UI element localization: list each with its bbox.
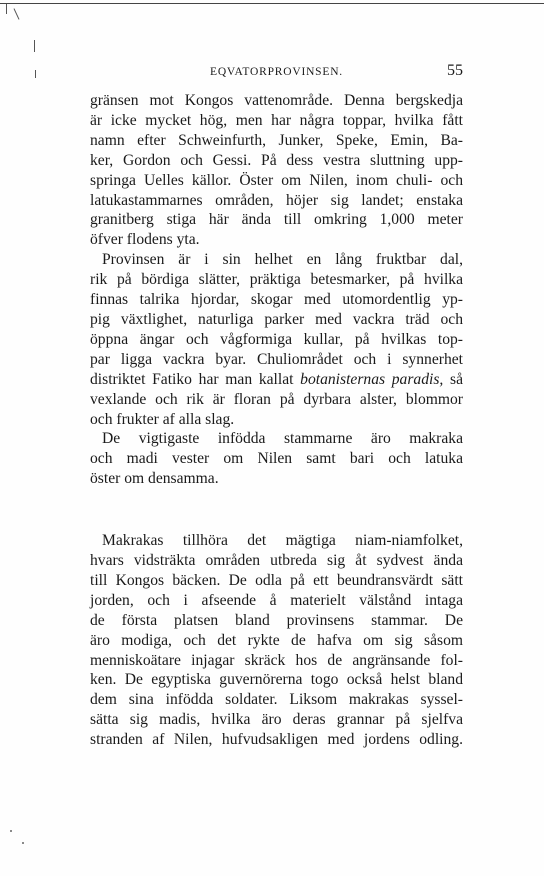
text-line: latukastammarnes områden, höjer sig landet; enstaka [90,191,463,209]
text-line: stranden af Nilen, hufvudsakligen med jordens odling. [90,731,463,749]
text-line: äro modiga, och det rykte de hafva om sig såsom [90,631,463,649]
scan-mark [6,4,7,14]
text-line: och frukter af alla slag. [90,410,235,428]
paragraph-3 [90,429,463,489]
text-run: så [443,370,463,388]
scan-speck [22,842,24,844]
scan-speck [10,830,12,832]
text-line: menniskoätare injagar skräck hos de angränsande fol- [90,651,463,669]
text-line: öppna ängar och vågformiga kullar, på hvilkas top- [90,330,463,348]
text-line: ken. De egyptiska guvernörerna togo också helst bland [90,671,463,689]
scan-mark [35,70,36,78]
text-line: dem sina infödda soldater. Liksom makrakas syssel- [90,691,463,709]
text-line: sätta sig madis, hvilka äro deras grannar på sjelfva [90,711,463,729]
text-line: namn efter Schweinfurth, Junker, Speke, Emin, Ba- [90,131,463,149]
paragraph-2 [90,250,463,429]
italic-phrase: botanisternas paradis, [300,370,444,388]
text-line: gränsen mot Kongos vattenområde. Denna bergskedja [90,92,463,109]
text-line: öster om densamma. [90,470,219,488]
text-line: de första platsen bland provinsens stammar. De [90,611,463,629]
text-line: finnas talrika hjordar, skogar med utomordentlig yp- [90,291,463,309]
text-line: och madi vester om Nilen samt bari och latuka [90,450,463,468]
text-line: Provinsen är i sin helhet en lång fruktbar dal, [102,251,463,269]
text-line: Makrakas tillhöra det mägtiga niam-niamfolket, [102,532,463,550]
text-line-with-italic [90,370,463,390]
paragraph-4 [90,531,463,750]
paragraph-1 [90,91,463,250]
text-line: jorden, och i afseende å materielt välstånd intaga [90,591,463,609]
text-line: öfver flodens yta. [90,231,200,249]
text-line: De vigtigaste infödda stammarne äro makraka [102,430,463,448]
running-head: EQVATORPROVINSEN. [210,66,343,78]
page-header [90,62,463,82]
scan-mark [14,8,20,19]
text-line: pig växtlighet, naturliga parker med vackra träd och [90,310,463,328]
text-line: hvars vidsträkta områden utbreda sig åt sydvest ända [90,552,463,570]
text-line: par ligga vackra byar. Chuliområdet och i synnerhet [90,350,463,368]
text-line: ker, Gordon och Gessi. På dess vestra sluttning upp- [90,151,463,169]
section-gap [90,489,463,531]
text-line: är icke mycket hög, men har några toppar, hvilka fått [90,111,463,129]
text-run: distriktet Fatiko har man kallat [90,370,301,388]
text-line: vexlande och rik är floran på dyrbara alster, blommor [90,390,463,408]
text-line: till Kongos bäcken. De odla på ett beundransvärdt sätt [90,571,463,589]
text-line: granitberg stiga här ända till omkring 1,000 meter [90,211,463,229]
body-text [90,91,463,750]
text-line: rik på bördiga slätter, präktiga betesmarker, på hvilka [90,271,463,289]
text-line: springa Uelles källor. Öster om Nilen, inom chuli- och [90,171,463,189]
page-number: 55 [447,62,463,79]
scan-top-edge [0,3,544,4]
scan-mark [34,40,35,52]
